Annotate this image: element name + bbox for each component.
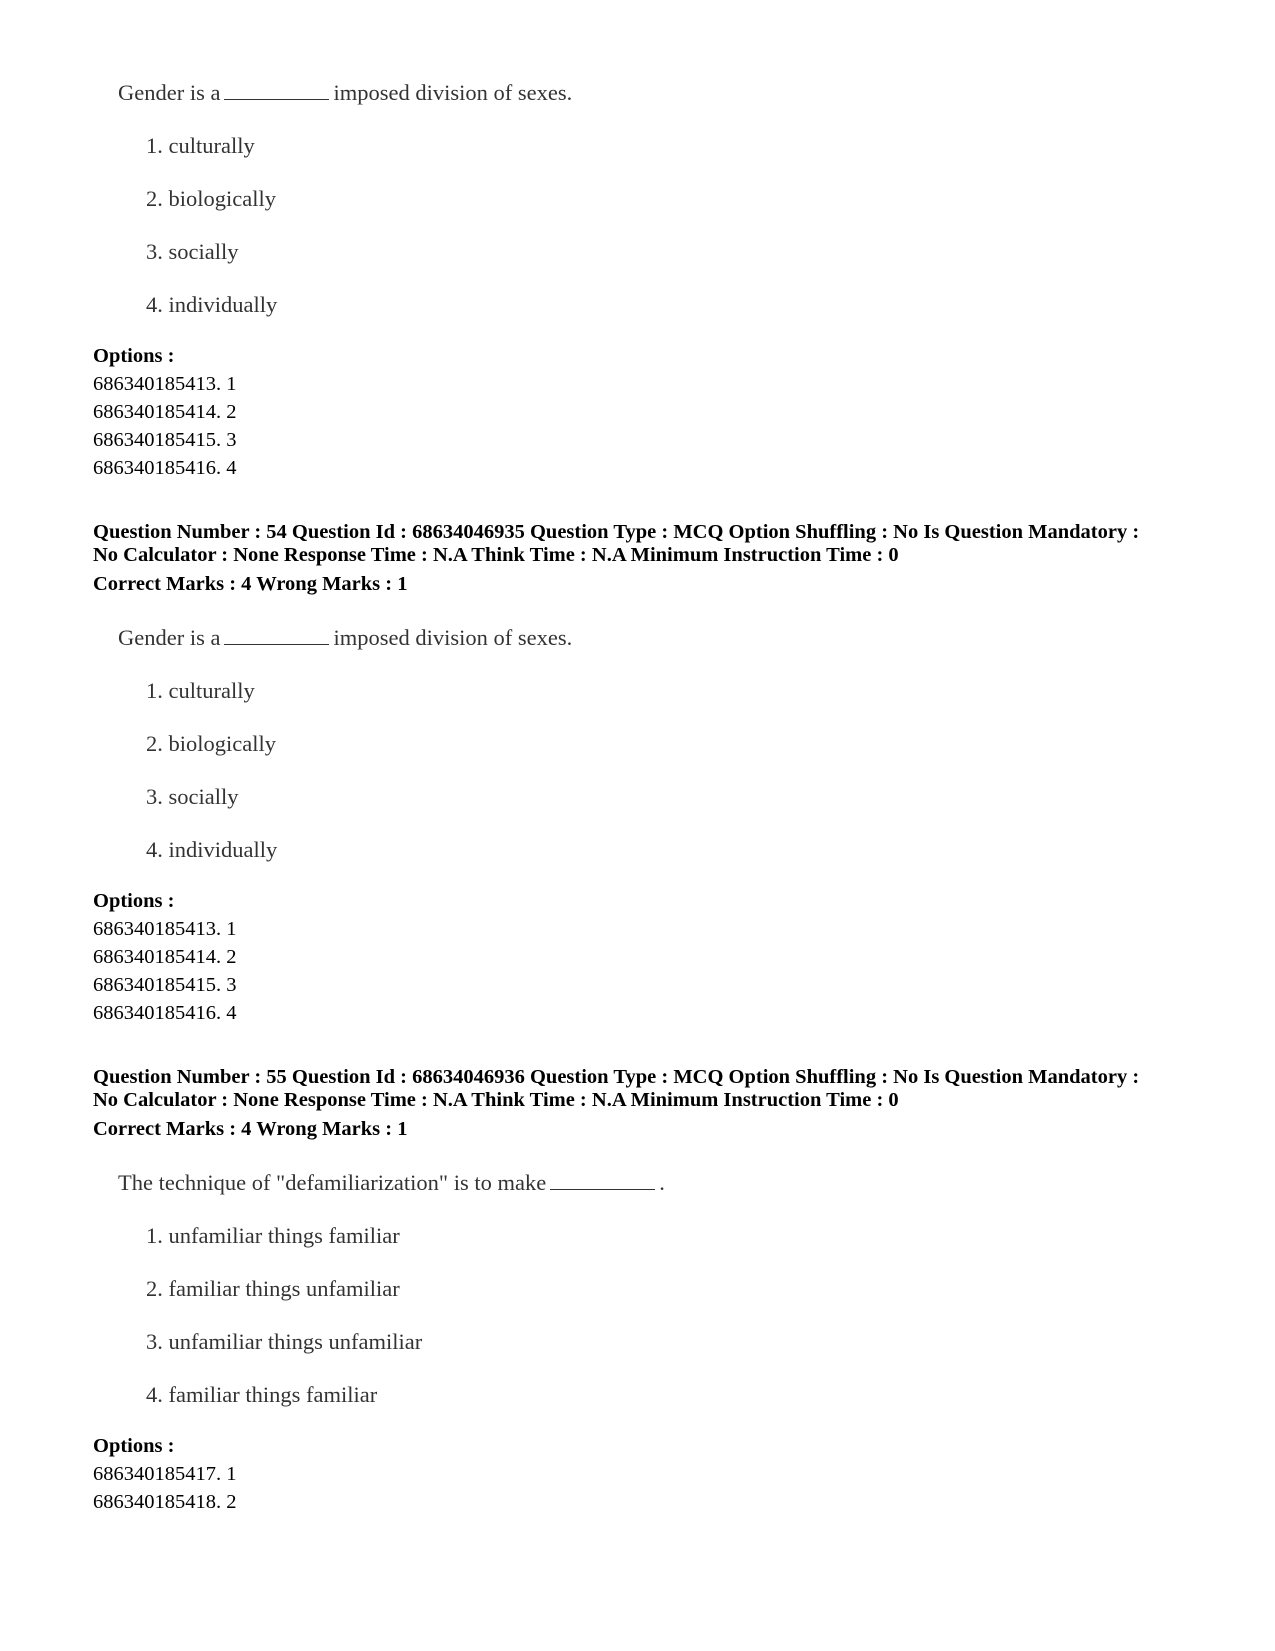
stem-text-after: . bbox=[659, 1170, 665, 1195]
stem-text-before: The technique of "defamiliarization" is to make bbox=[118, 1170, 547, 1195]
choice-item: 4. familiar things familiar bbox=[146, 1382, 378, 1407]
marks-line: Correct Marks : 4 Wrong Marks : 1 bbox=[93, 573, 408, 595]
option-id-line: 686340185414. 2 bbox=[93, 401, 237, 423]
choice-item: 1. culturally bbox=[146, 678, 255, 703]
option-id-line: 686340185414. 2 bbox=[93, 946, 237, 968]
choice-item: 2. biologically bbox=[146, 186, 276, 211]
question-header-line: No Calculator : None Response Time : N.A Think Time : N.A Minimum Instruction Time : 0 bbox=[93, 544, 899, 566]
choice-item: 3. socially bbox=[146, 239, 239, 264]
choice-item: 2. biologically bbox=[146, 731, 276, 756]
answer-blank bbox=[224, 82, 329, 100]
choice-item: 2. familiar things unfamiliar bbox=[146, 1276, 400, 1301]
option-id-line: 686340185413. 1 bbox=[93, 373, 237, 395]
question-header-line: Question Number : 55 Question Id : 68634046936 Question Type : MCQ Option Shuffling : No Is Question Mandatory : bbox=[93, 1066, 1140, 1088]
stem-text-after: imposed division of sexes. bbox=[333, 80, 573, 105]
option-id-line: 686340185415. 3 bbox=[93, 429, 237, 451]
question-header-line: No Calculator : None Response Time : N.A Think Time : N.A Minimum Instruction Time : 0 bbox=[93, 1089, 899, 1111]
option-id-line: 686340185415. 3 bbox=[93, 974, 237, 996]
options-label: Options : bbox=[93, 890, 175, 912]
options-label: Options : bbox=[93, 1435, 175, 1457]
question-header-line: Question Number : 54 Question Id : 68634046935 Question Type : MCQ Option Shuffling : No Is Question Mandatory : bbox=[93, 521, 1140, 543]
option-id-line: 686340185413. 1 bbox=[93, 918, 237, 940]
question-stem bbox=[118, 625, 572, 651]
choice-item: 4. individually bbox=[146, 292, 278, 317]
question-stem bbox=[118, 1170, 665, 1196]
choice-item: 4. individually bbox=[146, 837, 278, 862]
stem-text-before: Gender is a bbox=[118, 80, 221, 105]
option-id-line: 686340185417. 1 bbox=[93, 1463, 237, 1485]
question-stem bbox=[118, 80, 572, 106]
option-id-line: 686340185416. 4 bbox=[93, 457, 237, 479]
choice-item: 3. socially bbox=[146, 784, 239, 809]
option-id-line: 686340185418. 2 bbox=[93, 1491, 237, 1513]
choice-item: 1. culturally bbox=[146, 133, 255, 158]
answer-blank bbox=[550, 1172, 655, 1190]
answer-blank bbox=[224, 627, 329, 645]
stem-text-before: Gender is a bbox=[118, 625, 221, 650]
options-label: Options : bbox=[93, 345, 175, 367]
option-id-line: 686340185416. 4 bbox=[93, 1002, 237, 1024]
choice-item: 1. unfamiliar things familiar bbox=[146, 1223, 400, 1248]
marks-line: Correct Marks : 4 Wrong Marks : 1 bbox=[93, 1118, 408, 1140]
stem-text-after: imposed division of sexes. bbox=[333, 625, 573, 650]
choice-item: 3. unfamiliar things unfamiliar bbox=[146, 1329, 423, 1354]
